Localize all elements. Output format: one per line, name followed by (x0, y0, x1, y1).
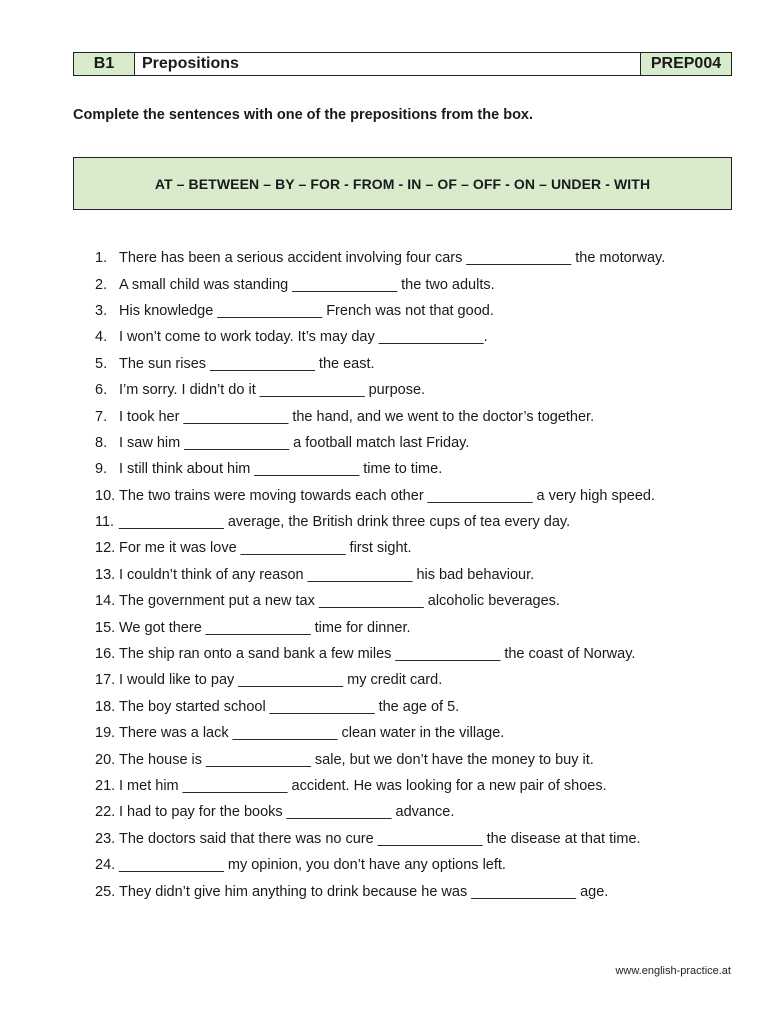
item-sentence: The doctors said that there was no cure _____________ the disease at that time. (119, 830, 641, 847)
exercise-item (95, 403, 735, 429)
item-number: 2. (95, 276, 108, 293)
item-number: 13. (95, 566, 116, 583)
item-number: 15. (95, 619, 116, 636)
item-sentence: I’m sorry. I didn’t do it _____________ purpose. (119, 382, 426, 399)
item-sentence: The two trains were moving towards each other _____________ a very high speed. (119, 487, 656, 504)
item-number: 1. (95, 250, 108, 267)
worksheet-code: PREP004 (641, 53, 731, 75)
exercise-item (95, 509, 735, 535)
exercise-item (95, 641, 735, 667)
exercise-item (95, 562, 735, 588)
item-number: 11. (95, 514, 115, 531)
exercise-item (95, 351, 735, 377)
item-number: 21. (95, 778, 116, 794)
exercise-item (95, 852, 735, 878)
item-sentence: _____________ my opinion, you don’t have any options left. (119, 857, 506, 874)
item-number: 12. (95, 540, 116, 557)
item-sentence: His knowledge _____________ French was not that good. (119, 302, 494, 319)
item-sentence: The government put a new tax _____________ alcoholic beverages. (119, 593, 560, 610)
worksheet-title: Prepositions (135, 53, 641, 75)
item-sentence: We got there _____________ time for dinner. (119, 619, 411, 636)
exercise-item (95, 483, 735, 509)
item-number: 19. (95, 725, 116, 742)
item-number: 18. (95, 698, 116, 715)
exercise-item (95, 456, 735, 482)
item-number: 3. (95, 302, 108, 319)
item-number: 17. (95, 672, 116, 689)
item-number: 14. (95, 593, 116, 610)
item-sentence: A small child was standing _____________ the two adults. (119, 276, 495, 293)
item-number: 23. (95, 830, 116, 847)
item-sentence: I would like to pay _____________ my credit card. (119, 672, 443, 689)
item-number: 20. (95, 751, 116, 768)
item-number: 16. (95, 646, 116, 663)
item-number: 7. (95, 408, 108, 425)
item-number: 4. (95, 329, 108, 346)
exercise-item (95, 430, 735, 456)
footer-website: www.english-practice.at (615, 965, 731, 977)
item-number: 8. (95, 434, 108, 451)
item-sentence: I couldn’t think of any reason _____________ his bad behaviour. (119, 566, 535, 583)
exercise-item (95, 746, 735, 772)
level-badge: B1 (74, 53, 135, 75)
item-sentence: There has been a serious accident involving four cars _____________ the motorway. (119, 250, 666, 267)
exercise-item (95, 324, 735, 350)
item-sentence: _____________ average, the British drink three cups of tea every day. (119, 514, 571, 531)
exercise-item (95, 773, 735, 799)
exercise-item (95, 245, 735, 271)
instruction-text: Complete the sentences with one of the prepositions from the box. (73, 107, 534, 123)
item-sentence: There was a lack _____________ clean water in the village. (119, 725, 505, 742)
item-number: 22. (95, 804, 116, 821)
exercise-item (95, 878, 735, 904)
item-sentence: I won’t come to work today. It’s may day _____________. (119, 329, 488, 346)
exercise-item (95, 535, 735, 561)
exercise-item (95, 667, 735, 693)
item-sentence: I took her _____________ the hand, and we went to the doctor’s together. (119, 408, 595, 425)
item-number: 10. (95, 487, 116, 504)
item-number: 6. (95, 382, 108, 399)
item-sentence: The house is _____________ sale, but we don’t have the money to buy it. (119, 751, 594, 768)
item-number: 25. (95, 883, 116, 900)
item-number: 5. (95, 355, 108, 372)
item-sentence: The sun rises _____________ the east. (119, 355, 375, 372)
item-sentence: The boy started school _____________ the age of 5. (119, 698, 460, 715)
exercise-item (95, 377, 735, 403)
item-sentence: I saw him _____________ a football match last Friday. (119, 434, 470, 451)
item-sentence: The ship ran onto a sand bank a few miles _____________ the coast of Norway. (119, 646, 636, 663)
exercise-item (95, 799, 735, 825)
item-sentence: They didn’t give him anything to drink because he was _____________ age. (119, 883, 609, 900)
exercise-list (95, 245, 735, 905)
exercise-item (95, 826, 735, 852)
item-sentence: I still think about him _____________ time to time. (119, 461, 443, 478)
item-sentence: I met him _____________ accident. He was looking for a new pair of shoes. (119, 778, 607, 794)
exercise-item (95, 298, 735, 324)
exercise-item (95, 614, 735, 640)
exercise-item (95, 720, 735, 746)
preposition-word-box: AT – BETWEEN – BY – FOR - FROM - IN – OF – OFF - ON – UNDER - WITH (73, 157, 732, 210)
item-sentence: For me it was love _____________ first sight. (119, 540, 412, 557)
exercise-item (95, 588, 735, 614)
item-number: 9. (95, 461, 108, 478)
exercise-item (95, 694, 735, 720)
worksheet-header (73, 52, 732, 76)
item-sentence: I had to pay for the books _____________ advance. (119, 804, 455, 821)
item-number: 24. (95, 857, 116, 874)
exercise-item (95, 271, 735, 297)
